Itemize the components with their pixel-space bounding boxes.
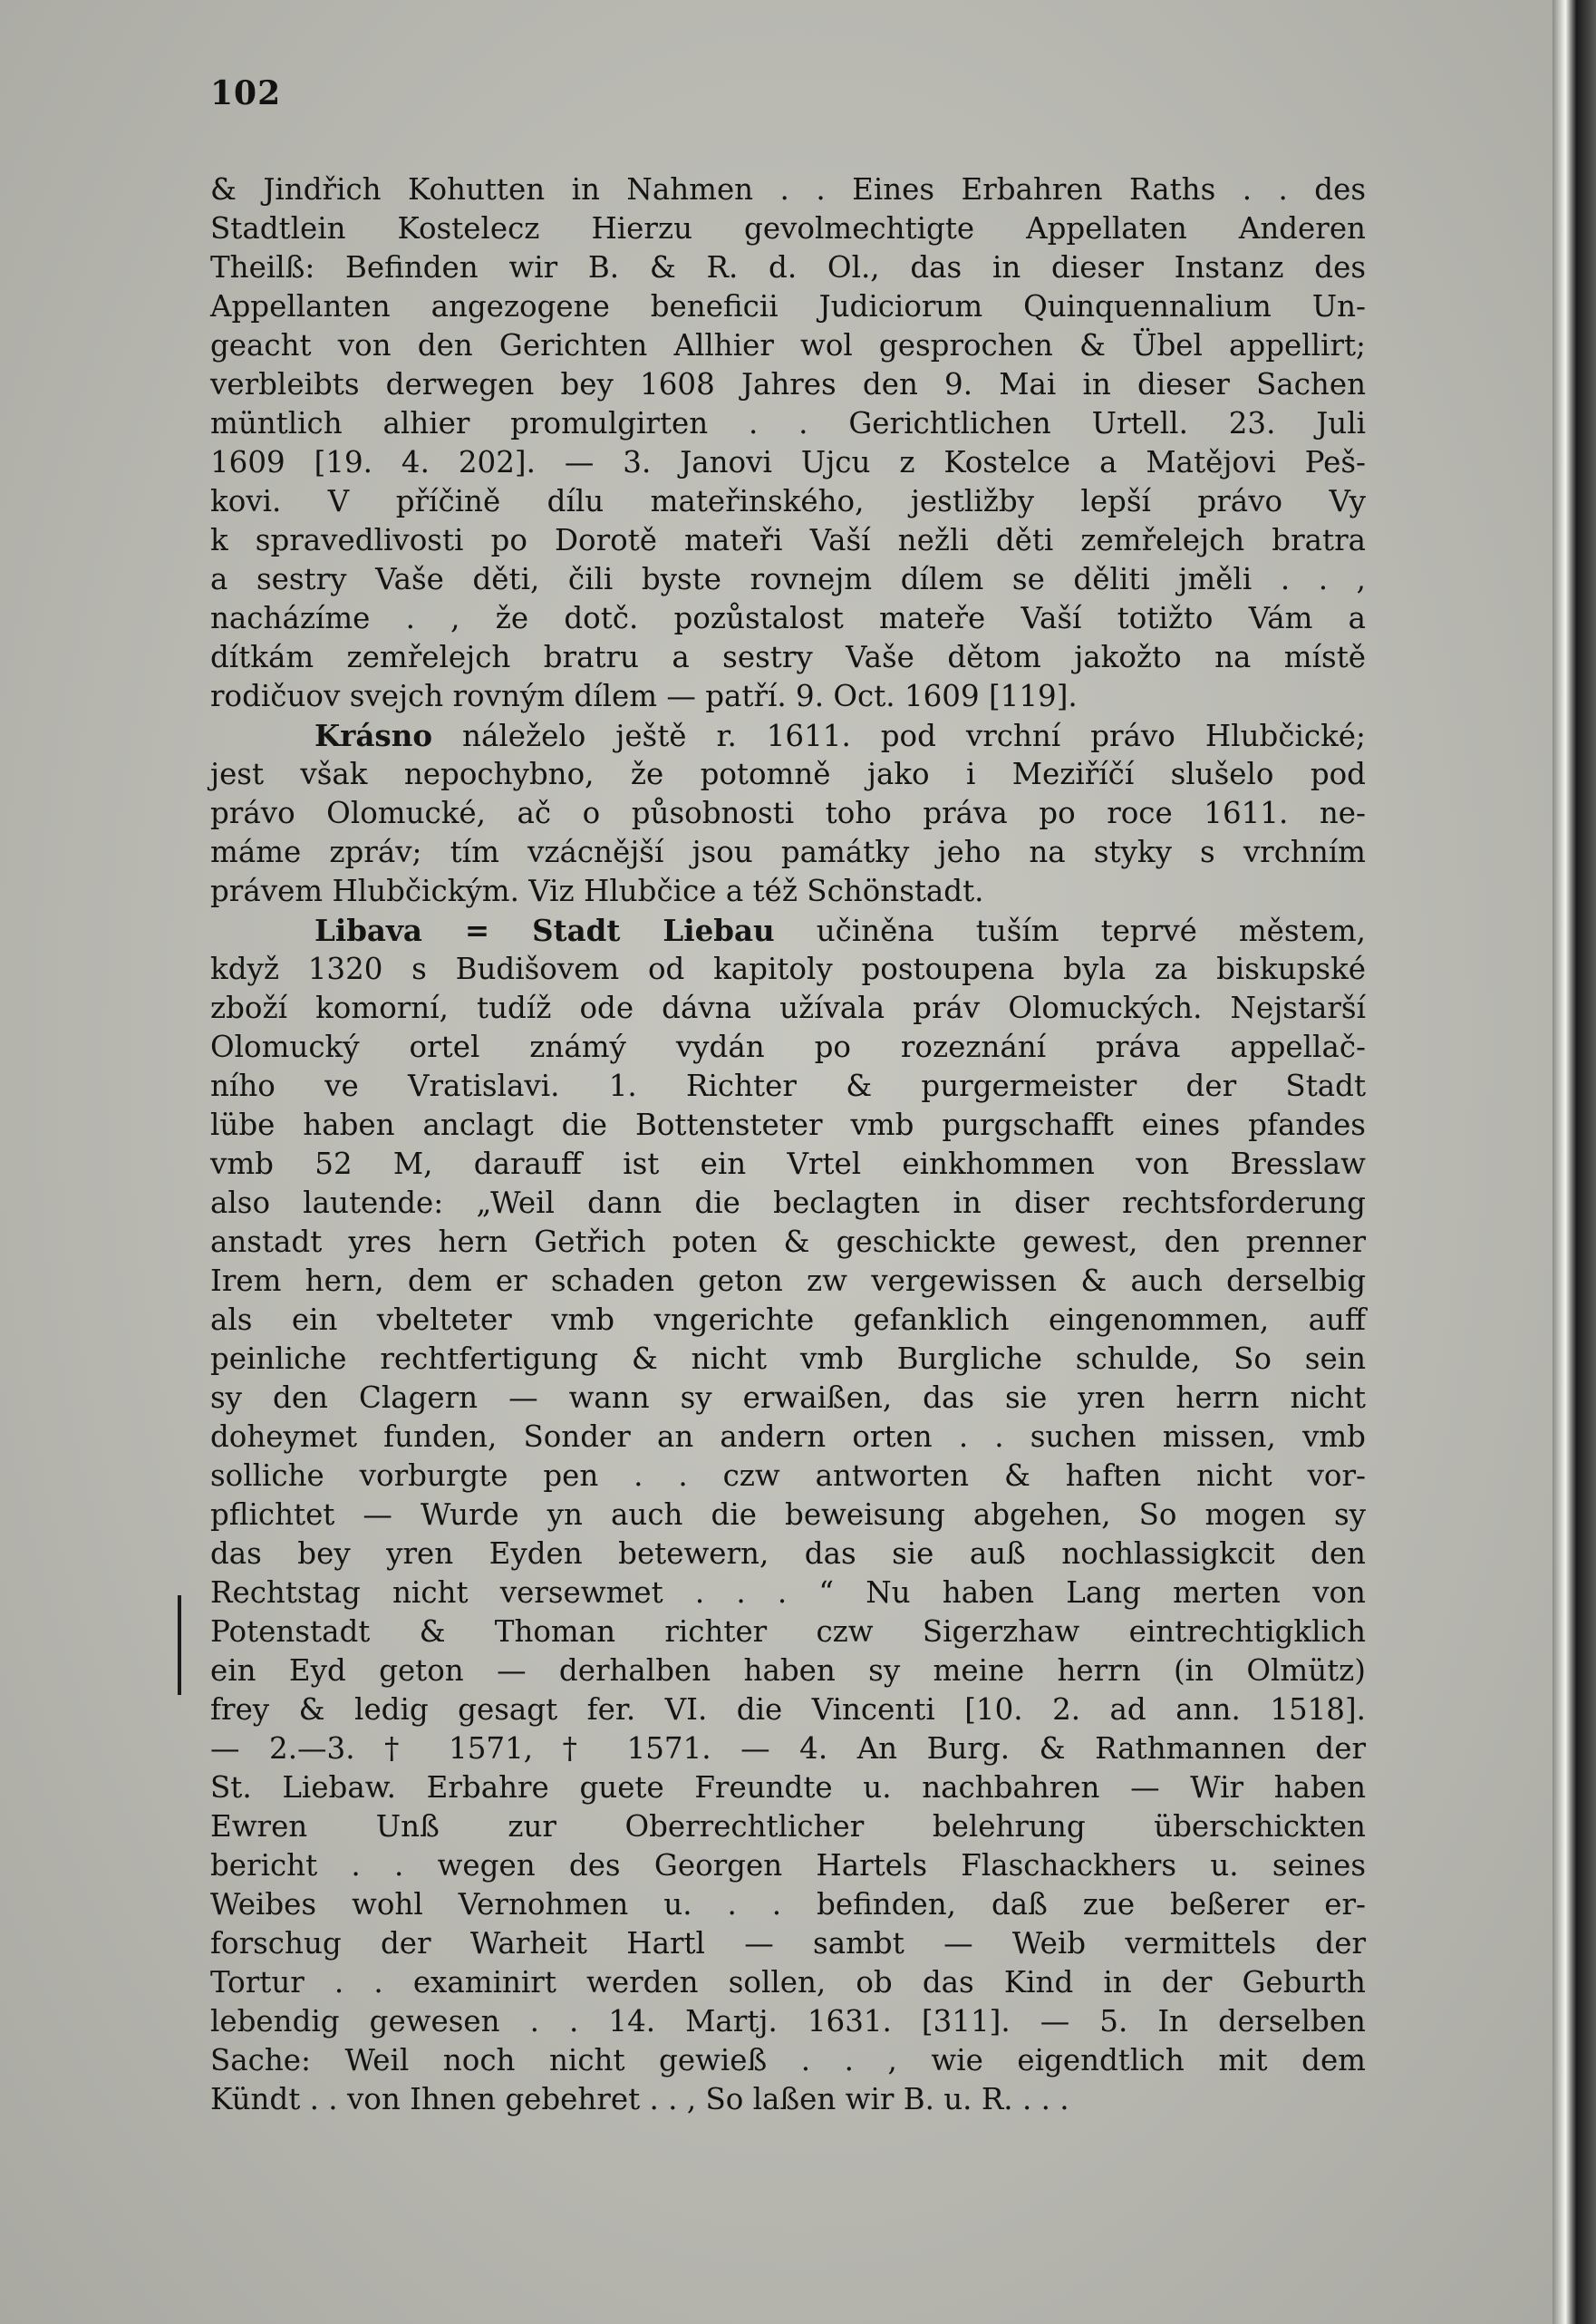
page-number: 102 xyxy=(210,74,282,112)
text-line: kovi. V příčině dílu mateřinského, jestližby lepší právo Vy xyxy=(210,484,1366,518)
text-line: náleželo ještě r. 1611. pod vrchní právo Hlubčické; xyxy=(462,719,1366,753)
text-line: verbleibts derwegen bey 1608 Jahres den 9. Mai in dieser Sachen xyxy=(210,367,1366,402)
text-line: sy den Clagern — wann sy erwaißen, das sie yren herrn nicht xyxy=(210,1380,1366,1415)
text-line: právem Hlubčickým. Viz Hlubčice a též Schönstadt. xyxy=(210,874,984,908)
text-line: nacházíme . , že dotč. pozůstalost mateře Vaší totižto Vám a xyxy=(210,601,1366,635)
text-line: a sestry Vaše děti, čili byste rovnejm dílem se děliti jměli . . , xyxy=(210,562,1366,596)
text-line: Tortur . . examinirt werden sollen, ob das Kind in der Geburth xyxy=(210,1965,1366,2000)
text-line: Appellanten angezogene beneficii Judiciorum Quinquennalium Un- xyxy=(210,289,1366,324)
text-line: Ewren Unß zur Oberrechtlicher belehrung überschickten xyxy=(210,1809,1366,1844)
text-line: Weibes wohl Vernohmen u. . . befinden, daß zue beßerer er- xyxy=(210,1887,1366,1922)
text-line: jest však nepochybno, že potomně jako i Meziříčí slušelo pod xyxy=(210,757,1366,791)
text-line: máme zpráv; tím vzácnější jsou památky jeho na styky s vrchním xyxy=(210,835,1366,869)
text-line: müntlich alhier promulgirten . . Gerichtlichen Urtell. 23. Juli xyxy=(210,406,1366,441)
text-line: doheymet funden, Sonder an andern orten . . suchen missen, vmb xyxy=(210,1419,1366,1454)
text-line: když 1320 s Budišovem od kapitoly postoupena byla za biskupské xyxy=(210,952,1366,986)
text-line: dítkám zemřelejch bratru a sestry Vaše dětom jakožto na místě xyxy=(210,640,1366,674)
text-line: pflichtet — Wurde yn auch die beweisung abgehen, So mogen sy xyxy=(210,1497,1366,1532)
text-line: zboží komorní, tudíž ode dávna užívala práv Olomuckých. Nejstarší xyxy=(210,991,1366,1025)
margin-mark xyxy=(178,1595,181,1695)
text-line: Irem hern, dem er schaden geton zw vergewissen & auch derselbig xyxy=(210,1264,1366,1298)
text-line: Rechtstag nicht versewmet . . . “ Nu haben Lang merten von xyxy=(210,1575,1366,1610)
text-line: k spravedlivosti po Dorotě mateři Vaší nežli děti zemřelejch bratra xyxy=(210,523,1366,557)
text-line: & Jindřich Kohutten in Nahmen . . Eines Erbahren Raths . . des xyxy=(210,172,1366,207)
libava-first-line xyxy=(210,911,1366,950)
text-line: vmb 52 M, darauff ist ein Vrtel einkhommen von Bresslaw xyxy=(210,1147,1366,1181)
text-line: lebendig gewesen . . 14. Martj. 1631. [311]. — 5. In derselben xyxy=(210,2004,1366,2038)
text-line: frey & ledig gesagt fer. VI. die Vincenti [10. 2. ad ann. 1518]. xyxy=(210,1692,1366,1727)
krasno-first-line xyxy=(210,716,1366,755)
text-line: St. Liebaw. Erbahre guete Freundte u. nachbahren — Wir haben xyxy=(210,1770,1366,1805)
text-line: ein Eyd geton — derhalben haben sy meine herrn (in Olmütz) xyxy=(210,1653,1366,1688)
text-line: als ein vbelteter vmb vngerichte gefanklich eingenommen, auff xyxy=(210,1302,1366,1337)
text-line: bericht . . wegen des Georgen Hartels Flaschackhers u. seines xyxy=(210,1848,1366,1883)
text-line: forschug der Warheit Hartl — sambt — Weib vermittels der xyxy=(210,1926,1366,1961)
text-line: peinliche rechtfertigung & nicht vmb Burgliche schulde, So sein xyxy=(210,1341,1366,1376)
text-line: Theilß: Befinden wir B. & R. d. Ol., das in dieser Instanz des xyxy=(210,250,1366,285)
text-line: also lautende: „Weil dann die beclagten in diser rechtsforderung xyxy=(210,1186,1366,1220)
text-line: Stadtlein Kostelecz Hierzu gevolmechtigte Appellaten Anderen xyxy=(210,211,1366,246)
text-line: rodičuov svejch rovným dílem — patří. 9. Oct. 1609 [119]. xyxy=(210,679,1078,713)
text-line: solliche vorburgte pen . . czw antworten & haften nicht vor- xyxy=(210,1458,1366,1493)
text-line: das bey yren Eyden betewern, das sie auß nochlassigkcit den xyxy=(210,1536,1366,1571)
body-text xyxy=(210,170,1366,2119)
text-line: ního ve Vratislavi. 1. Richter & purgermeister der Stadt xyxy=(210,1069,1366,1103)
text-line: Potenstadt & Thoman richter czw Sigerzhaw eintrechtigklich xyxy=(210,1614,1366,1649)
libava-heading: Libava = Stadt Liebau xyxy=(314,913,775,948)
text-line: právo Olomucké, ač o působnosti toho práva po roce 1611. ne- xyxy=(210,796,1366,830)
text-line: lübe haben anclagt die Bottensteter vmb purgschafft eines pfandes xyxy=(210,1108,1366,1142)
krasno-heading: Krásno xyxy=(314,718,433,753)
text-line: Olomucký ortel známý vydán po rozeznání práva appellač- xyxy=(210,1030,1366,1064)
text-line: anstadt yres hern Getřich poten & geschickte gewest, den prenner xyxy=(210,1225,1366,1259)
text-line: — 2.—3. † 1571, † 1571. — 4. An Burg. & Rathmannen der xyxy=(210,1731,1366,1766)
text-line: Sache: Weil noch nicht gewieß . . , wie eigendtlich mit dem xyxy=(210,2043,1366,2077)
page-binding-edge xyxy=(1552,0,1596,2324)
text-line: geacht von den Gerichten Allhier wol gesprochen & Übel appellirt; xyxy=(210,328,1366,363)
text-line: učiněna tuším teprvé městem, xyxy=(816,914,1366,948)
text-line: Kündt . . von Ihnen gebehret . . , So laßen wir B. u. R. . . . xyxy=(210,2082,1069,2116)
text-line: 1609 [19. 4. 202]. — 3. Janovi Ujcu z Kostelce a Matějovi Peš- xyxy=(210,445,1366,479)
